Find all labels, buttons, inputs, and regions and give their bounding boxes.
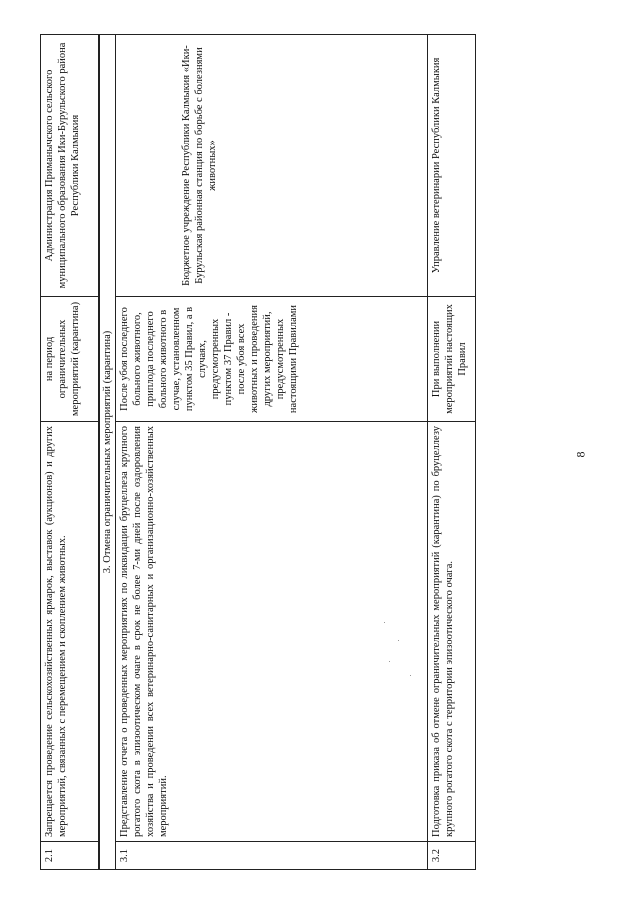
measure-text: Подготовка приказа об отмене ограничительных мероприятий (карантина) по бруцеллезу крупного рогатого скота с территории эпизоотического очага. bbox=[427, 422, 475, 842]
row-number: 3.1 bbox=[115, 842, 427, 870]
responsible-text: Управление ветеринарии Республики Калмыкия bbox=[427, 35, 475, 297]
responsible-text: Бюджетное учреждение Республики Калмыкия «Ики-Бурульская районная станция по борьбе с болезнями животных» bbox=[180, 45, 218, 286]
table-row bbox=[41, 35, 99, 870]
section-title: 3. Отмена ограничительных мероприятий (карантина) bbox=[99, 35, 116, 870]
responsible-text: Администрация Приманычского сельского муниципального образования Ики-Бурульского района Республики Калмыкия bbox=[41, 35, 99, 297]
document-page bbox=[40, 35, 540, 870]
page-number: 8 bbox=[573, 451, 588, 458]
measure-text: Представление отчета о проведенных мероприятиях по ликвидации бруцеллеза крупного рогатого скота в эпизоотическом очаге в срок не более 7-ми дней после оздоровления хозяйства и проведении всех ветеринарно-санитарных и организационно-хозяйственных мероприятий. bbox=[115, 422, 427, 842]
table-row bbox=[115, 35, 427, 870]
table-row bbox=[99, 35, 116, 870]
deadline-text: При выполнении мероприятий настоящих Правил bbox=[427, 297, 475, 422]
deadline-text: на период ограничительных мероприятий (карантина) bbox=[41, 297, 99, 422]
scan-artifact bbox=[380, 620, 420, 680]
measure-text: Запрещается проведение сельскохозяйственных ярмарок, выставок (аукционов) и других мероприятий, связанных с перемещением и скоплением животных. bbox=[41, 422, 99, 842]
responsible-cell bbox=[115, 35, 427, 297]
deadline-text: После убоя последнего больного животного, приплода последнего больного животного в случае, установленном пунктом 35 Правил, а в случаях, предусмотренных пунктом 37 Правил - после убоя всех животных и проведения других мероприятий, предусмотренных настоящими Правилами bbox=[115, 297, 427, 422]
table-row bbox=[427, 35, 475, 870]
row-number: 3.2 bbox=[427, 842, 475, 870]
measures-table bbox=[40, 34, 476, 870]
row-number: 2.1 bbox=[41, 842, 99, 870]
